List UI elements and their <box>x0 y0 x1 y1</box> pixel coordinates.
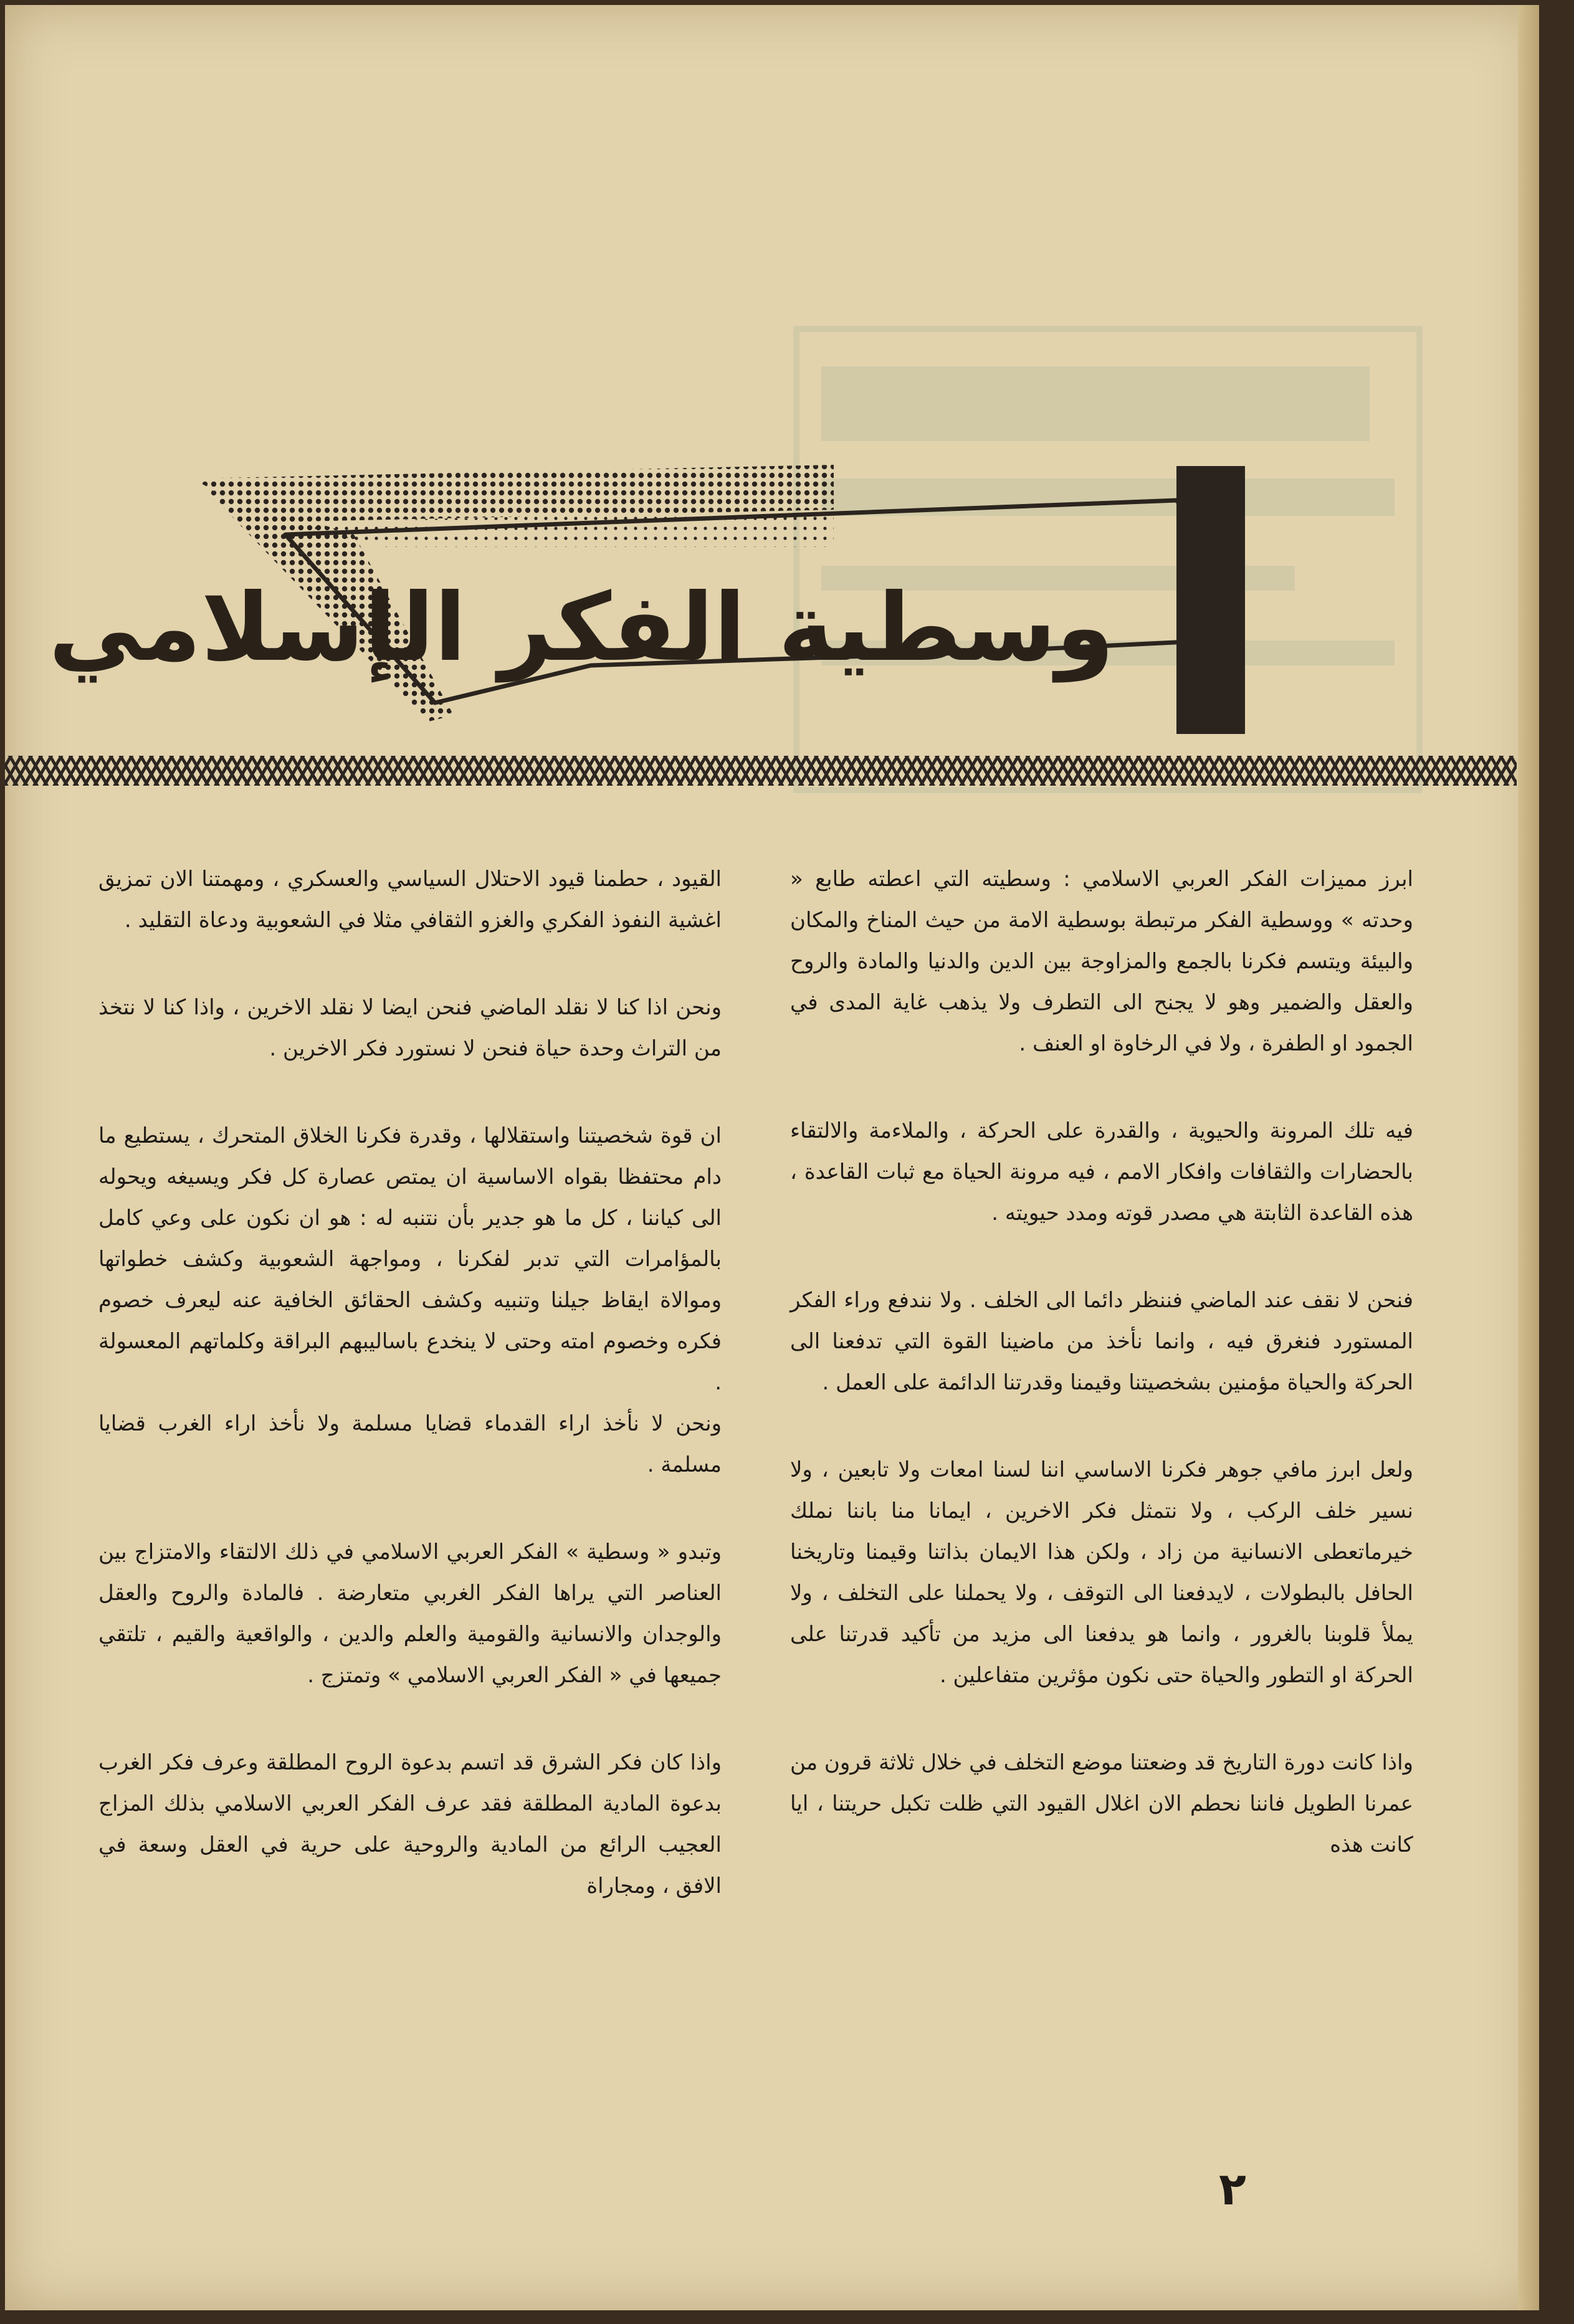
paragraph: ابرز مميزات الفكر العربي الاسلامي : وسطيته التي اعطته طابع « وحدته » ووسطية الفكر مرتبطة بوسطية الامة من حيث المناخ والمكان والبيئة ويتسم فكرنا بالجمع والمزاوجة بين الدين والدنيا والمادة والروح والعقل والضمير وهو لا يجنح الى التطرف ولا يذهب غاية المدى في الجمود او الطفرة ، ولا في الرخاوة او العنف . <box>790 867 1413 1056</box>
article-title: وسطية الفكر الإسلامي <box>49 574 1114 682</box>
paragraph: وتبدو « وسطية » الفكر العربي الاسلامي في ذلك الالتقاء والامتزاج بين العناصر التي يراها الفكر الغربي متعارضة . فالمادة والروح والعقل والوجدان والانسانية والقومية والعلم والدين ، والواقعية والقيم ، تلتقي جميعها في « الفكر العربي الاسلامي » وتمتزج . <box>98 1540 722 1688</box>
paragraph: واذا كانت دورة التاريخ قد وضعتنا موضع التخلف في خلال ثلاثة قرون من عمرنا الطويل فاننا نحطم الان اغلال القيود التي ظلت تكبل حريتنا ، ايا كانت هذه <box>790 1750 1413 1857</box>
page-edge <box>1518 5 1539 2310</box>
magazine-page <box>5 5 1539 2310</box>
article-column-right <box>790 859 1413 1912</box>
zigzag-divider <box>5 756 1517 786</box>
paragraph: ونحن لا نأخذ اراء القدماء قضايا مسلمة ولا نأخذ اراء الغرب قضايا مسلمة . <box>98 1411 722 1477</box>
paragraph: واذا كان فكر الشرق قد اتسم بدعوة الروح المطلقة وعرف فكر الغرب بدعوة المادية المطلقة فقد عرف الفكر العربي الاسلامي بذلك المزاج العجيب الرائع من المادية والروحية على حرية في العقل وسعة في الافق ، ومجاراة <box>98 1750 722 1898</box>
article-column-left <box>98 859 722 1953</box>
page-number: ٢ <box>1219 2163 1246 2215</box>
paragraph: فنحن لا نقف عند الماضي فننظر دائما الى الخلف . ولا نندفع وراء الفكر المستورد فنغرق فيه ، وانما نأخذ من ماضينا القوة التي تدفعنا الى الحركة والحياة مؤمنين بشخصيتنا وقيمنا وقدرتنا الدائمة على العمل . <box>790 1288 1413 1395</box>
paragraph: القيود ، حطمنا قيود الاحتلال السياسي والعسكري ، ومهمتنا الان تمزيق اغشية النفوذ الفكري والغزو الثقافي مثلا في الشعوبية ودعاة التقليد . <box>98 867 722 933</box>
paragraph: فيه تلك المرونة والحيوية ، والقدرة على الحركة ، والملاءمة والالتقاء بالحضارات والثقافات وافكار الامم ، فيه مرونة الحياة مع ثبات القاعدة ، هذه القاعدة الثابتة هي مصدر قوته ومدد حيويته . <box>790 1118 1413 1226</box>
paragraph: ونحن اذا كنا لا نقلد الماضي فنحن ايضا لا نقلد الاخرين ، واذا كنا لا نتخذ من التراث وحدة حياة فنحن لا نستورد فكر الاخرين . <box>98 995 722 1061</box>
paragraph: ان قوة شخصيتنا واستقلالها ، وقدرة فكرنا الخلاق المتحرك ، يستطيع ما دام محتفظا بقواه الاساسية ان يمتص عصارة كل فكر ويسيغه ويحوله الى كياننا ، كل ما هو جدير بأن نتنبه له : هو ان نكون على وعي كامل بالمؤامرات التي تدبر لفكرنا ، ومواجهة الشعوبية وكشف خطواتها وموالاة ايقاظ جيلنا وتنبيه وكشف الحقائق الخافية عنه ليعرف خصوم فكره وخصوم امته وحتى لا ينخدع باساليبهم البراقة وكلماتهم المعسولة . <box>98 1123 722 1395</box>
paragraph: ولعل ابرز مافي جوهر فكرنا الاساسي اننا لسنا امعات ولا تابعين ، ولا نسير خلف الركب ، ولا نتمثل فكر الاخرين ، ايمانا منا باننا نملك خيرماتعطى الانسانية من زاد ، ولكن هذا الايمان بذاتنا وقيمنا وتاريخنا الحافل بالبطولات ، لايدفعنا الى التوقف ، ولا يحملنا على التخلف ، ولا يملأ قلوبنا بالغرور ، وانما هو يدفعنا الى مزيد من تأكيد قدرتنا على الحركة او التطور والحياة حتى نكون مؤثرين متفاعلين . <box>790 1457 1413 1688</box>
